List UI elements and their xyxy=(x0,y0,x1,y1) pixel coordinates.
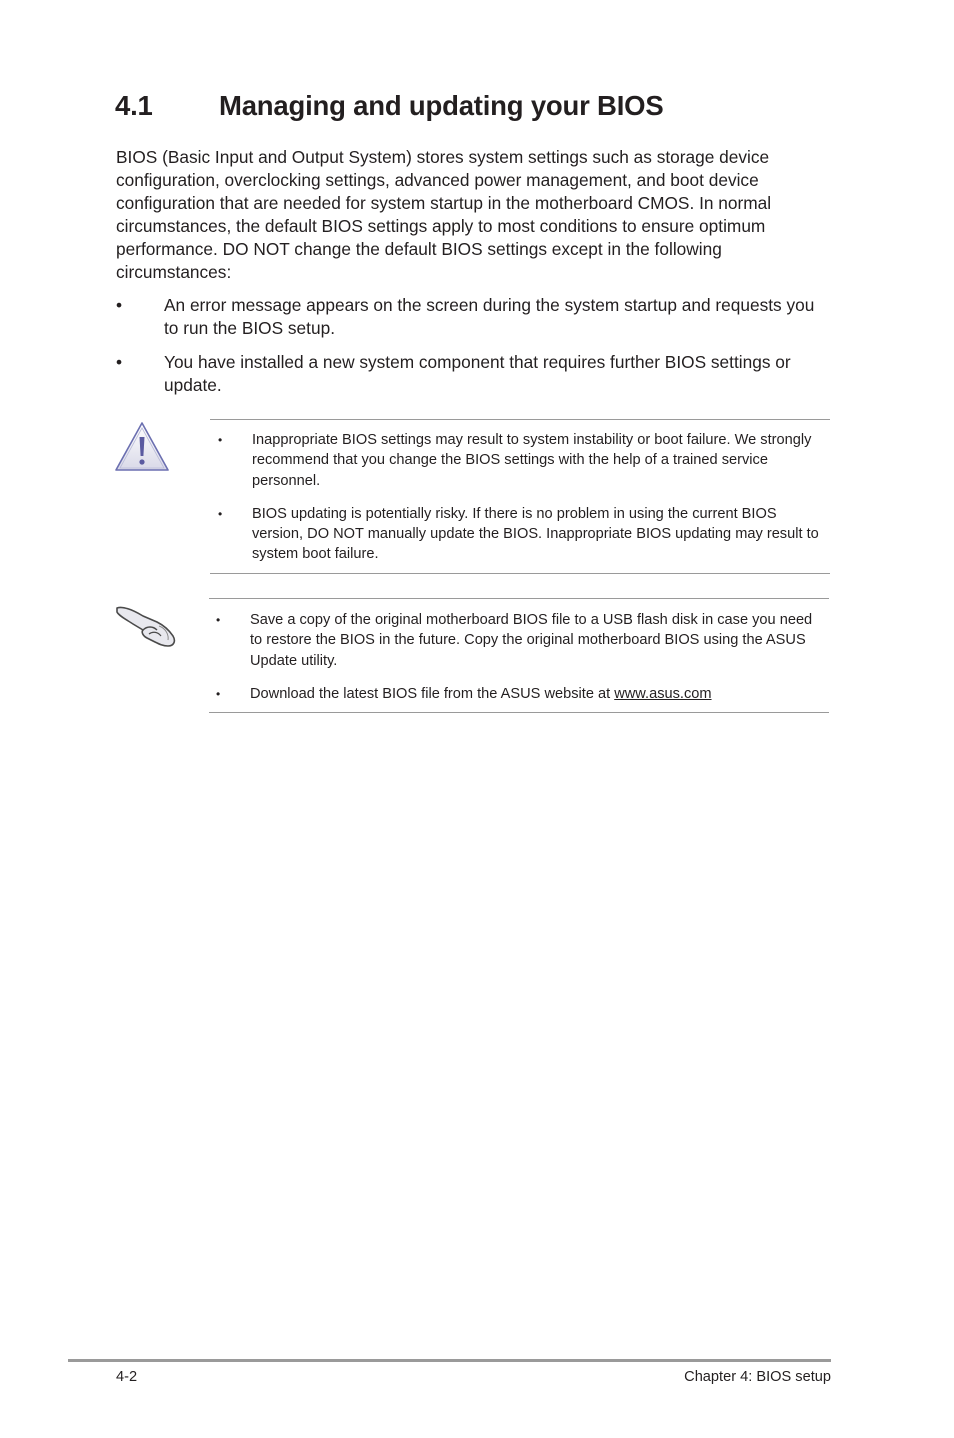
main-bullet-list xyxy=(116,294,831,408)
asus-website-link[interactable]: www.asus.com xyxy=(614,685,712,702)
warning-top-rule xyxy=(210,419,830,420)
list-item xyxy=(218,430,828,491)
list-item-text: Save a copy of the original motherboard BIOS file to a USB flash disk in case you need to restore the BIOS in the future. Copy the original motherboard BIOS using the ASUS Update utility. xyxy=(250,612,813,669)
warning-triangle-icon xyxy=(113,420,171,474)
bullet-marker: • xyxy=(116,352,123,372)
bullet-marker: • xyxy=(216,686,221,701)
download-text: Download the latest BIOS file from the ASUS website at xyxy=(250,685,615,702)
list-item-text: You have installed a new system component that requires further BIOS settings or update. xyxy=(164,352,791,395)
list-item xyxy=(218,504,828,565)
list-item xyxy=(116,294,831,340)
list-item-text: BIOS updating is potentially risky. If there is no problem in using the current BIOS version, DO NOT manually update the BIOS. Inappropriate BIOS updating may result to system boot failure. xyxy=(252,505,819,563)
section-number: 4.1 xyxy=(115,90,153,121)
list-item xyxy=(116,351,831,397)
list-item xyxy=(216,610,828,671)
page-number: 4-2 xyxy=(116,1369,138,1385)
bullet-marker: • xyxy=(216,613,221,627)
bullet-marker: • xyxy=(218,506,223,521)
tip-note-list xyxy=(216,610,828,717)
list-item-text: Inappropriate BIOS settings may result to system instability or boot failure. We strongly recommend that you change the BIOS settings with the help of a trained service personnel. xyxy=(252,432,812,489)
pointing-hand-icon xyxy=(113,598,179,650)
bullet-marker: • xyxy=(116,295,123,315)
section-heading xyxy=(115,90,664,122)
list-item xyxy=(216,684,828,704)
warning-note-list xyxy=(218,430,828,578)
list-item-text: An error message appears on the screen during the system startup and requests you to run the BIOS setup. xyxy=(164,295,815,338)
tip-top-rule xyxy=(209,598,829,599)
intro-paragraph: BIOS (Basic Input and Output System) stores system settings such as storage device configuration, overclocking settings, advanced power management, and boot device configuration that are needed for system startup in the motherboard CMOS. In normal circumstances, the default BIOS settings apply to most conditions to ensure optimum performance. DO NOT change the default BIOS settings except in the following circumstances: xyxy=(116,147,772,282)
tip-bottom-rule xyxy=(209,712,829,713)
bullet-marker: • xyxy=(218,433,223,447)
chapter-label: Chapter 4: BIOS setup xyxy=(684,1369,831,1385)
warning-bottom-rule xyxy=(210,573,830,574)
section-title: Managing and updating your BIOS xyxy=(219,90,664,121)
footer-rule xyxy=(68,1359,831,1362)
